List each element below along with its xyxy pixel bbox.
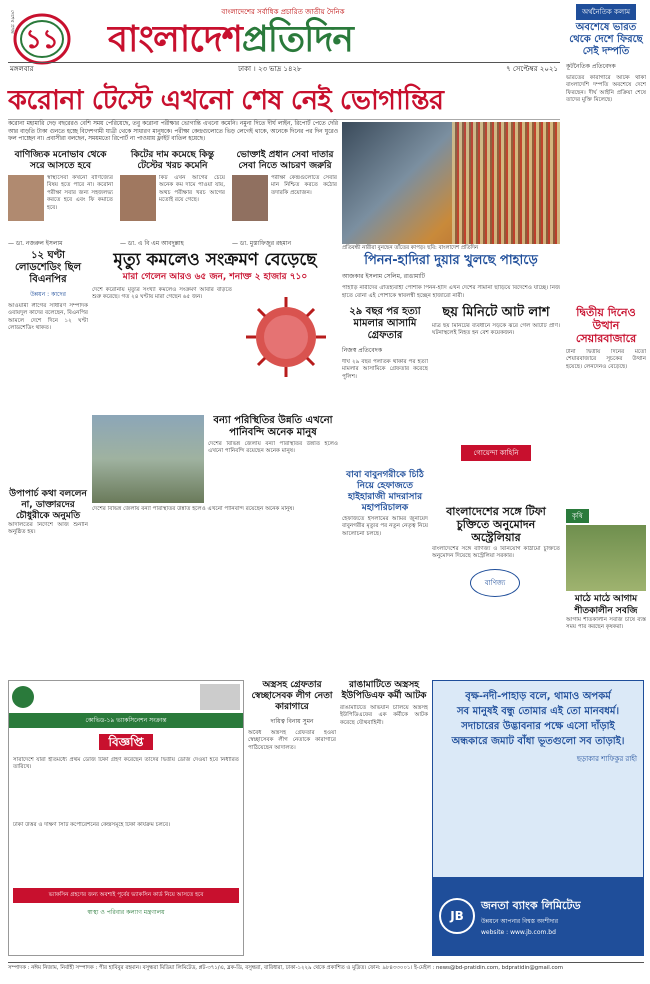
opinion-2 <box>120 150 225 252</box>
dateline <box>8 62 560 74</box>
bank-name: জনতা ব্যাংক লিমিটেড <box>481 898 581 912</box>
arrest1-body: অবৈধ অস্ত্রসহ গ্রেফতার হওয়া স্বেচ্ছাসেবক লীগ নেতাকে কারাগারে পাঠিয়েছেন আদালত। <box>248 730 336 751</box>
six-minutes-headline[interactable]: ছয় মিনিটে আট লাশ <box>442 305 550 320</box>
photo-caption: প্রতিবন্ধী নারীরা বুনছেন তাঁতের কাপড়। ছবি: বাংলাদেশ প্রতিদিন <box>342 245 479 251</box>
photo-story-byline: আজকার ইসলাম সেলিম, রাঙামাটি <box>342 273 426 281</box>
opinions-row <box>8 150 338 245</box>
side-label: দেশের প্রথম <box>9 10 15 34</box>
ad-poem-line-2: সব মানুষই বন্ধু তোমার এই তো মানবধর্ম। <box>456 706 620 717</box>
photo-story-headline[interactable]: পিনন-হাদিরা দুয়ার খুলছে পাহাড়ে <box>364 253 538 269</box>
photo-story-body: পাহাড়ি নারীদের ঐতিহ্যবাহী পোশাক পিনন-হাদি এখন দেশের সীমানা ছাড়িয়ে বিদেশেও যাচ্ছে। নিজ হাতে বোনা এই পোশাকে স্বাবলম্বী হচ্ছেন হাজারো নারী। <box>342 285 560 299</box>
flood-headline[interactable]: বন্যা পরিস্থিতির উন্নতি এখনো পানিবন্দি অনেক মানুষ <box>213 415 333 438</box>
lockdown-body: আওয়ামী লীগের সাধারণ সম্পাদক ওবায়দুল কাদের বলেছেন, বিএনপির আমলে দেশে দিনে ১২ ঘণ্টা লোডশেডিং থাকত। <box>8 303 88 332</box>
right-column-tag: অর্থনৈতিক কলাম <box>576 4 636 20</box>
stock-headline[interactable]: দ্বিতীয় দিনেও উত্থান সেয়ারবাজারে <box>575 306 637 345</box>
ad-poem-line-3: সদাচারের উদ্ভাবনার পক্ষে এসো দাঁড়াই <box>461 721 615 732</box>
notice-body-1: সারাদেশে যারা ইতিমধ্যে প্রথম ডোজ টিকা গ্রহণ করেছেন তাদের দ্বিতীয় ডোজ দেওয়া হবে নির্ধারিত তারিখে। <box>13 757 239 771</box>
arrest2-headline[interactable]: রাঙামাটিতে অস্ত্রসহ ইউপিডিএফ কর্মী আটক <box>341 680 427 701</box>
arrest1-story <box>248 680 336 950</box>
opinion-2-body: কিট এখন আগের চেয়ে অনেক কম দামে পাওয়া যায়, অথচ পরীক্ষার খরচ আগের মতোই রয়ে গেছে। <box>159 175 225 204</box>
opinion-3-body: পরীক্ষা কেন্দ্রগুলোতে সেবার মান নিশ্চিত করতে কঠোর তদারকি প্রয়োজন। <box>271 175 337 196</box>
hefazat-headline[interactable]: বাবা বাবুনগরীকে চিঠি নিয়ে হেফাজতে হাইহারাজী মাদরাসার মহাপরিচালক <box>346 470 424 513</box>
lockdown-headline[interactable]: ১২ ঘণ্টা লোডশেডিং ছিল বিএনপির <box>14 250 82 285</box>
agri-tag: কৃষি <box>566 509 589 523</box>
case29-byline: নিজস্ব প্রতিবেদক <box>342 347 383 354</box>
upaporab-body: আদালতের নির্দেশে আজ শুনানি অনুষ্ঠিত হয়। <box>8 522 88 536</box>
opinion-1-byline: — ডা. নজরুল ইসলাম <box>8 240 63 247</box>
bank-bar <box>433 877 643 955</box>
arrest2-body: রাঙামাটিতে অভিযান চালিয়ে অস্ত্রসহ ইউপিডিএফের এক কর্মীকে আটক করেছে যৌথবাহিনী। <box>340 705 428 726</box>
opinion-2-byline: — ডা. এ বি এম আবদুল্লাহ <box>120 240 184 247</box>
bank-slogan: উন্নয়নে আপনার বিশ্বস্ত অংশীদার <box>481 917 559 925</box>
tagline: বাংলাদেশের সর্বাধিক প্রচারিত জাতীয় দৈনিক <box>221 8 345 16</box>
opinion-1 <box>8 150 113 252</box>
hefazat-body: হেফাজতে ইসলামের আমির জুনায়েদ বাবুনগরীর মৃত্যুর পর নতুন নেতৃত্ব নিয়ে আলোচনা চলছে। <box>342 516 428 537</box>
bank-website[interactable]: website : www.jb.com.bd <box>481 928 556 936</box>
opinion-2-head[interactable]: কিটের দাম কমেছে কিন্তু টেস্টের খরচ কমেনি <box>130 150 215 171</box>
govt-seal-icon <box>12 686 34 708</box>
flood-story <box>92 415 338 606</box>
notice-body-2: ঢাকা উত্তর ও দক্ষিণ সিটি কর্পোরেশনের কেন্দ্রসমূহে টিকা কার্যক্রম চলবে। <box>13 822 171 828</box>
tifa-body: বাংলাদেশের সঙ্গে বাণিজ্য ও বিনিয়োগ কাঠামো চুক্তিতে অনুমোদন দিয়েছে অস্ট্রেলিয়া সরকার। <box>432 546 560 560</box>
stock-body: টানা দ্বিতীয় দিনের মতো শেয়ারবাজারে সূচকের উত্থান হয়েছে। লেনদেনও বেড়েছে। <box>566 349 646 370</box>
agri-photo <box>566 525 646 591</box>
lead-headline[interactable]: করোনা টেস্টে এখনো শেষ নেই ভোগান্তির <box>8 85 444 116</box>
opinion-1-body: স্বাস্থ্যসেবা কখনো বাণিজ্যের বিষয় হতে পারে না। করোনা পরীক্ষা সবার জন্য সহজলভ্য করতে হবে এবং ফি কমাতে হবে। <box>47 175 113 211</box>
date-en: ৭ সেপ্টেম্বর ২০২১ <box>506 64 558 73</box>
place-date: ঢাকা । ২৩ ভাদ্র ১৪২৮ <box>238 64 302 73</box>
lockdown-sub: উন্নয়ন : কাদের <box>30 291 66 298</box>
photo-story <box>342 122 560 335</box>
case29-headline[interactable]: ২৯ বছর পর হত্যা মামলার আসামি গ্রেফতার <box>349 306 421 341</box>
covid-body: দেশে করোনায় মৃত্যুর সংখ্যা কমলেও সংক্রমণ আবার বাড়তে শুরু করেছে। গত ২৪ ঘণ্টায় মারা গেছেন ৬৫ জন। <box>92 287 232 301</box>
notice-subtitle: কোভিড-১৯ ভ্যাকসিনেশন সংক্রান্ত <box>9 713 243 728</box>
masthead <box>8 4 560 74</box>
ad-poem-line-1: বৃক্ষ-নদী-পাহাড় বলে, থামাও অপকর্ম <box>465 691 611 702</box>
arrest1-headline[interactable]: অস্ত্রসহ গ্রেফতার স্বেচ্ছাসেবক লীগ নেতা কারাগারে <box>251 680 333 712</box>
notice-footer: ভ্যাকসিন গ্রহণের জন্য অবশ্যই পূর্বের ভ্যাকসিন কার্ড নিয়ে আসতে হবে <box>13 888 239 903</box>
right-body: ভারতের কারাগারে আটক থাকা বাংলাদেশি দম্পতি অবশেষে দেশে ফিরছেন। দীর্ঘ আইনি প্রক্রিয়া শেষে তাদের মুক্তি মিলেছে। <box>566 75 646 104</box>
case29-body: দীর্ঘ ২৯ বছর পলাতক থাকার পর হত্যা মামলার আসামিকে গ্রেফতার করেছে পুলিশ। <box>342 359 428 380</box>
jb-logo-icon: JB <box>439 898 475 934</box>
tifa-headline[interactable]: বাংলাদেশের সঙ্গে টিফা চুক্তিতে অনুমোদন অস্ট্রেলিয়ার <box>446 505 546 544</box>
brand-main: বাংলাদেশ <box>108 18 242 60</box>
opinion-1-head[interactable]: বাণিজ্যিক মনোভাব থেকে সরে আসতে হবে <box>14 150 107 171</box>
pm-photo <box>200 684 240 710</box>
agri-headline[interactable]: মাঠে মাঠে আগাম শীতকালীন সবজি <box>574 594 638 616</box>
covid-headline[interactable]: মৃত্যু কমলেও সংক্রমণ বেড়েছে <box>113 250 317 270</box>
right-column <box>566 4 646 674</box>
opinion-3-byline: — ডা. মুস্তাফিজুর রহমান <box>232 240 292 247</box>
notice-title: বিজ্ঞপ্তি <box>99 734 154 750</box>
lead-body: করোনা মহামারি দেড় বছরেরও বেশি সময় পেরিয়েছে, তবু করোনা পরীক্ষার ভোগান্তি এখনো কমেনি। নমুনা দিতে দীর্ঘ লাইন, রিপোর্ট পেতে দেরি আর বাড়তি টাকা গুনতে হচ্ছে বিদেশগামী যাত্রী থেকে সাধারণ মানুষকে। পরীক্ষা কেন্দ্রগুলোতে ভিড় লেগেই থাকে, অনেকে দিনের পর দিন ঘুরেও ফল পাচ্ছেন না। প্রবাসীরা বলছেন, সময়মতো রিপোর্ট না পাওয়ায় ফ্লাইট বাতিল হয়েছে। <box>8 121 338 143</box>
detective-badge: গোয়েন্দা কাহিনি <box>461 445 531 461</box>
upaporab-headline[interactable]: উপাপার্চ কথা বললেন না, ডাক্তারদের চৌধুরীকে অনুমতি <box>9 489 87 521</box>
arrest1-sub: দায়িত্ব বিনায় সুমন <box>270 718 314 725</box>
covid-sub: মারা গেলেন আরও ৬৫ জন, শনাক্ত ২ হাজার ৭১০ <box>122 272 308 282</box>
agri-body: আগাম শীতকালীন সবজি চাষে ব্যস্ত সময় পার করছেন কৃষকরা। <box>566 617 646 631</box>
anniversary-number: ১১ <box>25 25 59 55</box>
lockdown-story <box>8 250 88 642</box>
anniversary-logo <box>8 10 72 68</box>
opinion-3-photo <box>232 175 268 221</box>
ad-poem-line-4: অন্ধকারে জমাট বাঁধা ভূতগুলো সব তাড়াই। <box>451 736 625 747</box>
opinion-2-photo <box>120 175 156 221</box>
six-minutes-story <box>432 306 560 463</box>
vaccine-notice <box>8 680 244 956</box>
six-minutes-body: মাত্র ছয় মিনিটের ব্যবধানে সড়কে ঝরে গেল আটটি প্রাণ। ঘটনাস্থলেই নিহত হন বেশ কয়েকজন। <box>432 323 560 337</box>
tifa-story <box>432 505 560 656</box>
flood-body: দেশের বিভিন্ন জেলায় বন্যা পরিস্থিতির উন্নতি হলেও এখনো পানিবন্দি রয়েছেন অনেক মানুষ। <box>208 441 338 455</box>
weekday: মঙ্গলবার <box>10 64 34 73</box>
notice-ministry: স্বাস্থ্য ও পরিবার কল্যাণ মন্ত্রণালয় <box>87 909 165 916</box>
opinion-3 <box>232 150 338 252</box>
right-headline[interactable]: অবশেষে ভারত থেকে দেশে ফিরছে সেই দম্পতি <box>569 22 643 57</box>
opinion-3-head[interactable]: ভোক্তাই প্রধান সেবা দাতার সেবা নিতে আচরণ জরুরি <box>236 150 334 171</box>
virus-icon <box>236 287 336 387</box>
agri-tag-wrap <box>566 503 646 523</box>
opinion-1-photo <box>8 175 44 221</box>
ad-author: ছড়াকার শাফিকুর রাহী <box>576 755 637 763</box>
lead-headline-wrap <box>8 80 560 120</box>
weaving-photo <box>342 122 560 244</box>
brand-accent: প্রতিদিন <box>241 18 353 60</box>
hefazat-story <box>342 470 428 616</box>
flood-body-cont: দেশের বিভিন্ন জেলায় বন্যা পরিস্থিতির উন্নতি হলেও এখনো পানিবন্দি রয়েছেন অনেক মানুষ। <box>92 506 295 512</box>
commerce-tag: বাণিজ্য <box>470 569 520 597</box>
arrest2-story <box>340 680 428 935</box>
right-byline: কূটনৈতিক প্রতিবেদক <box>566 63 616 70</box>
janata-bank-ad <box>432 680 644 956</box>
virus-illustration <box>236 287 336 387</box>
covid-story <box>92 250 338 435</box>
flood-photo <box>92 415 204 503</box>
imprint-footer: সম্পাদক : নঈম নিজাম, নির্বাহী সম্পাদক : পীর হাবিবুর রহমান। বসুন্ধরা মিডিয়া লিমিটেড, প্লট-৩৭১/এ, ব্লক-ডি, বসুন্ধরা, বারিধারা, ঢাকা-১২২৯ থেকে প্রকাশিত ও মুদ্রিত। ফোন: ৯৮৪৩৩০০১। ই-মেইল : news@bd-pratidin.com, bdpratidin@gmail.com <box>8 962 644 972</box>
